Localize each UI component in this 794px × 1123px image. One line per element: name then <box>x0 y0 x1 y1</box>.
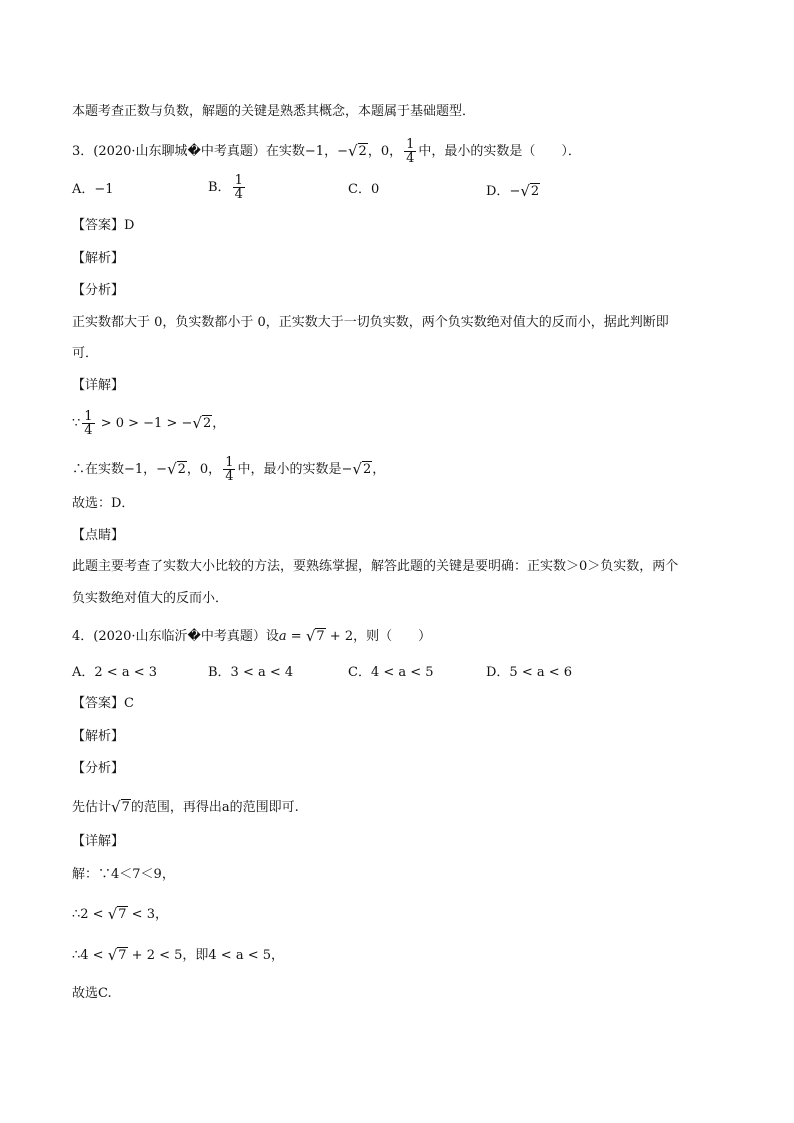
q4-option-a: A．2 < a < 3 <box>72 665 157 680</box>
q3-step1: ∵ $\frac{1}{4}$ > 0 > −1 > −√2， <box>72 409 226 438</box>
q3-stem-suffix: 中，最小的实数是（ ）． <box>418 144 581 159</box>
q3-step1-fraction: $\frac{1}{4}$ <box>84 409 93 438</box>
q3-fenxi-heading: 【分析】 <box>72 283 125 298</box>
q3-neg-sign: − <box>337 144 348 159</box>
q4-option-c: C．4 < a < 5 <box>348 665 434 680</box>
q3-option-d: D．−√2 <box>486 182 540 200</box>
q4-fenxi-text: 先估计√7的范围，再得出a的范围即可. <box>72 798 299 816</box>
q4-option-b: B．3 < a < 4 <box>208 665 294 680</box>
q3-option-b: B． $\frac{1}{4}$ <box>208 173 243 202</box>
q3-choice: 故选：D． <box>72 496 135 511</box>
q3-stem-prefix: 3．(2020·山东聊城�中考真题）在实数 <box>72 144 305 159</box>
q4-step2: ∴2 < √7 < 3， <box>72 905 168 923</box>
q3-dianjing-text-1: 此题主要考查了实数大小比较的方法，要熟练掌握，解答此题的关键是要明确：正实数＞0＞负实数，两个 <box>72 559 679 574</box>
q3-step2: ∴在实数−1，−√2，0， $\frac{1}{4}$ 中，最小的实数是−√2， <box>72 455 386 484</box>
q3-dianjing-heading: 【点睛】 <box>72 528 125 543</box>
q3-answer: 【答案】D <box>72 218 135 233</box>
q3-jiexi-heading: 【解析】 <box>72 251 125 266</box>
q4-step1: 解：∵4＜7＜9， <box>72 867 175 882</box>
q3-fenxi-text-2: 可． <box>72 346 99 361</box>
q4-jiexi-heading: 【解析】 <box>72 729 125 744</box>
q3-sep1: ， <box>324 144 338 159</box>
q3-option-c: C．0 <box>348 182 380 197</box>
q3-fraction-quarter: $\frac{1}{4}$ <box>406 137 415 166</box>
q4-fenxi-heading: 【分析】 <box>72 761 125 776</box>
q3-num-neg-one: −1 <box>304 144 325 159</box>
q4-answer: 【答案】C <box>72 696 134 711</box>
q4-step3: ∴4 < √7 + 2 < 5，即4 < a < 5， <box>72 946 285 964</box>
q3-stem <box>72 138 581 165</box>
intro-text: 本题考查正数与负数，解题的关键是熟悉其概念，本题属于基础题型． <box>72 104 476 119</box>
q4-stem: 4．(2020·山东临沂�中考真题）设a = √7 + 2，则（ ） <box>72 627 432 645</box>
q3-sqrt-two: √2 <box>347 142 367 160</box>
q3-sep2: ，0， <box>367 144 403 159</box>
q3-option-a: A．−1 <box>72 182 114 197</box>
q3-xiangjie-heading: 【详解】 <box>72 378 125 393</box>
q4-xiangjie-heading: 【详解】 <box>72 834 125 849</box>
q4-choice: 故选C. <box>72 986 112 1001</box>
q4-option-d: D．5 < a < 6 <box>486 665 573 680</box>
q3-dianjing-text-2: 负实数绝对值大的反而小． <box>72 591 229 606</box>
q3-fenxi-text-1: 正实数都大于 0，负实数都小于 0，正实数大于一切负实数，两个负实数绝对值大的反而小，据此判断即 <box>72 315 669 330</box>
